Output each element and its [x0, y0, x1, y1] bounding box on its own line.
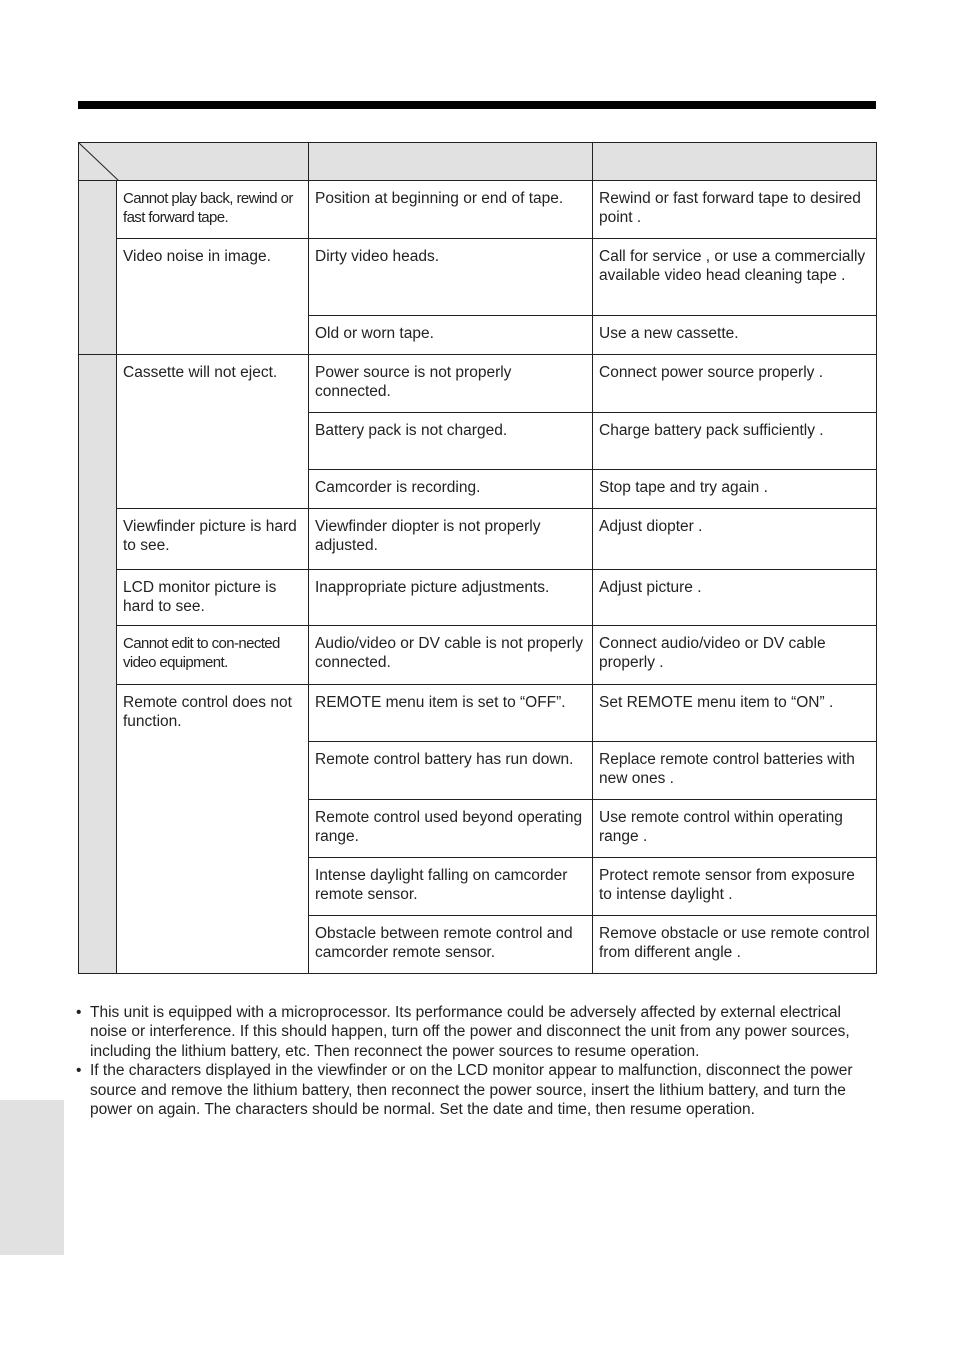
remedy-cell: Adjust diopter . [593, 509, 877, 570]
symptom-cell: Remote control does not function. [117, 685, 309, 974]
cause-cell: Power source is not properly connected. [309, 355, 593, 413]
section-label-cell [79, 181, 117, 355]
remedy-cell: Connect power source properly . [593, 355, 877, 413]
cause-cell: REMOTE menu item is set to “OFF”. [309, 685, 593, 742]
remedy-cell: Connect audio/video or DV cable properly . [593, 626, 877, 685]
cause-cell: Obstacle between remote control and camcorder remote sensor. [309, 916, 593, 974]
cause-cell: Old or worn tape. [309, 316, 593, 355]
table-row [79, 239, 877, 316]
symptom-cell: Cassette will not eject. [117, 355, 309, 509]
remedy-cell: Adjust picture . [593, 570, 877, 626]
note-item [76, 1003, 866, 1061]
symptom-cell: Cannot play back, rewind or fast forward tape. [117, 181, 309, 239]
note-item [76, 1061, 866, 1119]
remedy-cell: Rewind or fast forward tape to desired point . [593, 181, 877, 239]
header-remedy-cell [593, 143, 877, 181]
table-row [79, 355, 877, 413]
symptom-cell: Viewfinder picture is hard to see. [117, 509, 309, 570]
remedy-cell: Call for service , or use a commercially available video head cleaning tape . [593, 239, 877, 316]
header-cause-cell [309, 143, 593, 181]
cause-cell: Dirty video heads. [309, 239, 593, 316]
top-rule [78, 101, 876, 109]
cause-cell: Intense daylight falling on camcorder remote sensor. [309, 858, 593, 916]
remedy-cell: Protect remote sensor from exposure to intense daylight . [593, 858, 877, 916]
bullet-icon: • [76, 1062, 82, 1080]
cause-cell: Remote control battery has run down. [309, 742, 593, 800]
table-row [79, 509, 877, 570]
cause-cell: Inappropriate picture adjustments. [309, 570, 593, 626]
remedy-cell: Charge battery pack sufficiently . [593, 413, 877, 470]
cause-cell: Battery pack is not charged. [309, 413, 593, 470]
cause-cell: Camcorder is recording. [309, 470, 593, 509]
remedy-cell: Remove obstacle or use remote control from different angle . [593, 916, 877, 974]
note-text: If the characters displayed in the viewfinder or on the LCD monitor appear to malfunction, disconnect the power source and remove the lithium battery, then reconnect the power source, insert the lithium battery, and turn the power on again. The characters should be normal. Set the date and time, then resume operation. [90, 1062, 853, 1119]
cause-cell: Position at beginning or end of tape. [309, 181, 593, 239]
remedy-cell: Stop tape and try again . [593, 470, 877, 509]
troubleshooting-table [78, 142, 877, 974]
table-header-row [79, 143, 877, 181]
symptom-cell: Cannot edit to con-nected video equipment. [117, 626, 309, 685]
table-row [79, 685, 877, 742]
bullet-icon: • [76, 1004, 82, 1021]
table-row [79, 181, 877, 239]
side-tab [0, 1100, 64, 1255]
cause-cell: Remote control used beyond operating range. [309, 800, 593, 858]
symptom-cell: LCD monitor picture is hard to see. [117, 570, 309, 626]
remedy-cell: Use a new cassette. [593, 316, 877, 355]
remedy-cell: Replace remote control batteries with new ones . [593, 742, 877, 800]
notes-list [76, 1003, 866, 1120]
cause-cell: Viewfinder diopter is not properly adjusted. [309, 509, 593, 570]
remedy-cell: Set REMOTE menu item to “ON” . [593, 685, 877, 742]
symptom-cell: Video noise in image. [117, 239, 309, 355]
table-row [79, 626, 877, 685]
header-diagonal-line [79, 143, 119, 181]
cause-cell: Audio/video or DV cable is not properly connected. [309, 626, 593, 685]
note-text: This unit is equipped with a microprocessor. Its performance could be adversely affected by external electrical noise or interference. If this should happen, turn off the power and disconnect the unit from any power sources, including the lithium battery, etc. Then reconnect the power sources to resume operation. [90, 1004, 850, 1060]
table-row [79, 570, 877, 626]
header-corner-cell [79, 143, 309, 181]
remedy-cell: Use remote control within operating range . [593, 800, 877, 858]
section-label-cell [79, 355, 117, 974]
